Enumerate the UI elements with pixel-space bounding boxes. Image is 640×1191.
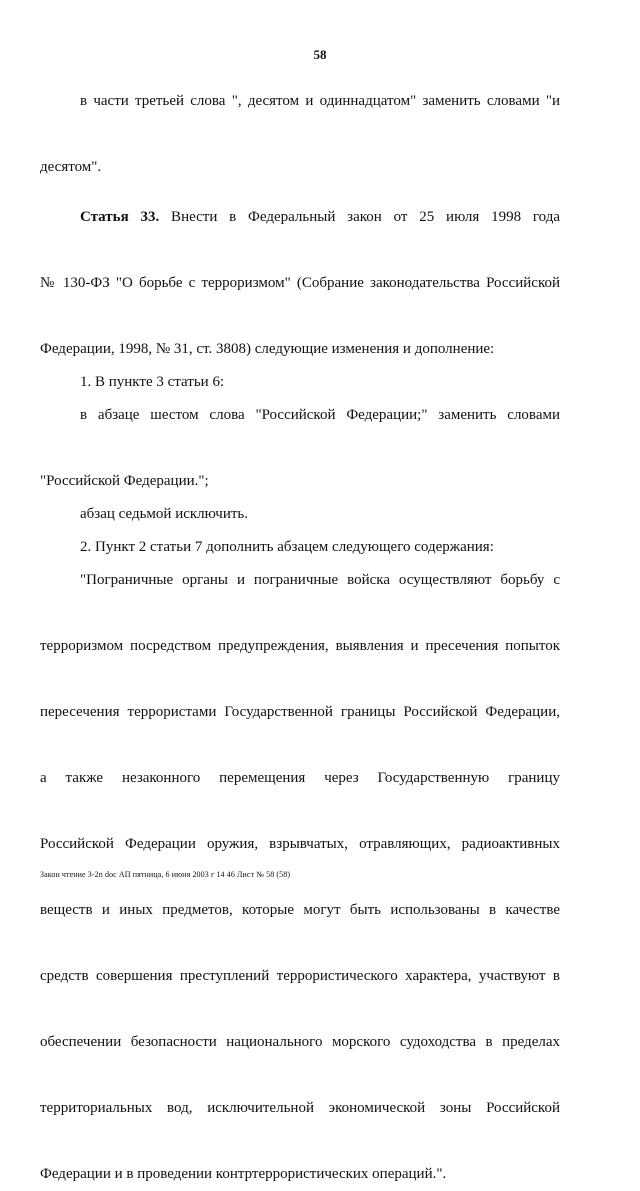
paragraph-line: в абзаце шестом слова "Российской Федерации;" заменить словами [80, 407, 560, 423]
document-body [40, 85, 560, 1191]
item-1-subparagraph-b: абзац седьмой исключить. [80, 506, 249, 522]
quote-line: терроризмом посредством предупреждения, выявления и пресечения попыток [40, 638, 560, 654]
quote-line: средств совершения преступлений террористического характера, участвуют в [40, 968, 560, 984]
quote-line: а также незаконного перемещения через Государственную границу [40, 770, 560, 786]
article-33 [40, 201, 560, 366]
quote-line: обеспечении безопасности национального морского судоходства в пределах [40, 1034, 560, 1050]
quote-line: территориальных вод, исключительной экономической зоны Российской [40, 1100, 560, 1116]
article-heading: Статья 33. [80, 209, 160, 225]
quote-line: пересечения террористами Государственной границы Российской Федерации, [40, 704, 560, 720]
page-number: 58 [313, 47, 327, 62]
paragraph-line: десятом". [40, 159, 102, 175]
item-2: 2. Пункт 2 статьи 7 дополнить абзацем следующего содержания: [80, 539, 494, 555]
paragraph-line: Федерации, 1998, № 31, ст. 3808) следующие изменения и дополнение: [40, 341, 495, 357]
paragraph-line: в части третьей слова ", десятом и одиннадцатом" заменить словами "и [80, 93, 560, 109]
page-footer: Закон чтение 3-2n doc АП пятница, 6 июня 2003 г 14 46 Лист № 58 (58) [40, 870, 291, 879]
paragraph-amendment-part-three [40, 85, 560, 184]
item-1-subparagraph-a [40, 399, 560, 498]
paragraph-line: № 130-ФЗ "О борьбе с терроризмом" (Собрание законодательства Российской [40, 275, 560, 291]
item-1: 1. В пункте 3 статьи 6: [80, 374, 225, 390]
paragraph-line: "Российской Федерации."; [40, 473, 209, 489]
paragraph-line [40, 201, 560, 267]
article-intro-text: Внести в Федеральный закон от 25 июля 1998 года [159, 209, 561, 225]
quote-line: Российской Федерации оружия, взрывчатых, отравляющих, радиоактивных [40, 836, 560, 852]
quote-line: Федерации и в проведении контртеррористических операций.". [40, 1166, 447, 1182]
quote-line: "Пограничные органы и пограничные войска осуществляют борьбу с [80, 572, 560, 588]
quote-line: веществ и иных предметов, которые могут быть использованы в качестве [40, 902, 560, 918]
